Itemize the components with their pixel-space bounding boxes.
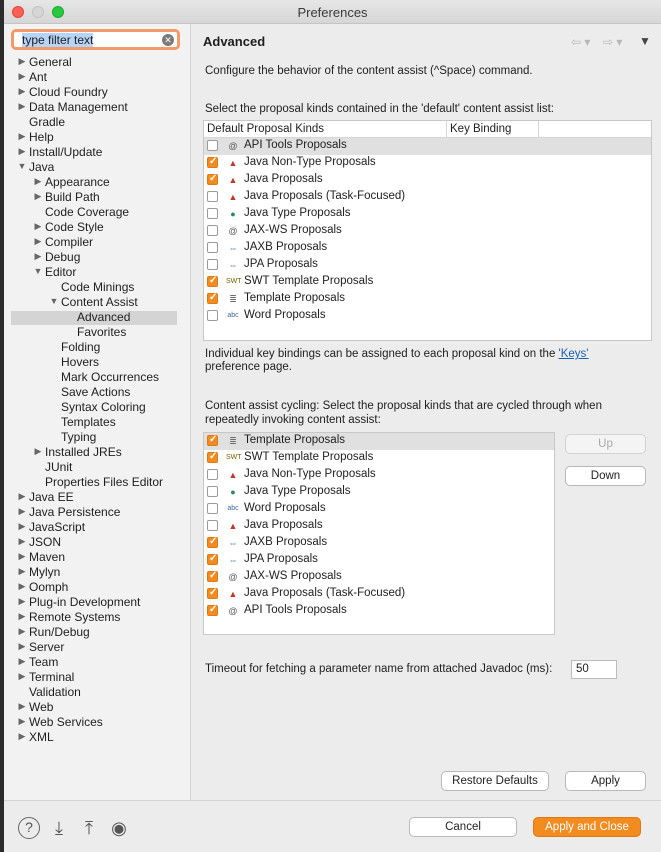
expand-closed-icon[interactable]: ▶ — [18, 626, 26, 636]
tree-item-server[interactable]: Server — [29, 640, 65, 654]
tree-item-install-update[interactable]: Install/Update — [29, 145, 103, 159]
down-button[interactable]: Down — [565, 466, 646, 486]
proposal-kind-icon: ▲ — [228, 192, 238, 202]
timeout-input[interactable]: 50 — [571, 660, 617, 679]
default-proposal-table[interactable] — [203, 120, 652, 341]
checkbox-unchecked[interactable] — [207, 469, 218, 480]
tree-item-junit[interactable]: JUnit — [45, 460, 73, 474]
expand-closed-icon[interactable]: ▶ — [18, 581, 26, 591]
checkbox-unchecked[interactable] — [207, 310, 218, 321]
proposal-kind-icon: abc — [227, 312, 239, 319]
checkbox-checked[interactable] — [207, 588, 218, 599]
proposal-kind-icon: ⇔ — [228, 260, 238, 270]
tree-item-json[interactable]: JSON — [29, 535, 62, 549]
expand-closed-icon[interactable]: ▶ — [18, 611, 26, 621]
preferences-window — [4, 0, 661, 852]
tree-item-run-debug[interactable]: Run/Debug — [29, 625, 90, 639]
checkbox-unchecked[interactable] — [207, 191, 218, 202]
column-divider — [446, 121, 447, 137]
expand-closed-icon[interactable]: ▶ — [34, 446, 42, 456]
expand-closed-icon[interactable]: ▶ — [34, 191, 42, 201]
expand-open-icon[interactable]: ▼ — [17, 161, 27, 171]
expand-open-icon[interactable]: ▼ — [33, 266, 43, 276]
proposal-label: Java Proposals — [244, 519, 323, 531]
proposal-kind-icon: @ — [228, 226, 238, 236]
proposal-kind-icon: ≣ — [229, 294, 237, 304]
window-title: Preferences — [297, 5, 368, 20]
tree-item-content-assist[interactable]: Content Assist — [61, 295, 138, 309]
tree-item-terminal[interactable]: Terminal — [29, 670, 75, 684]
tree-item-general[interactable]: General — [29, 55, 72, 69]
page-description: Configure the behavior of the content assist (^Space) command. — [205, 65, 533, 77]
tree-item-templates[interactable]: Templates — [61, 415, 116, 429]
tree-item-typing[interactable]: Typing — [61, 430, 97, 444]
proposal-row[interactable] — [204, 569, 554, 586]
expand-closed-icon[interactable]: ▶ — [18, 146, 26, 156]
checkbox-checked[interactable] — [207, 605, 218, 616]
checkbox-unchecked[interactable] — [207, 520, 218, 531]
proposal-label: Java Proposals (Task-Focused) — [244, 190, 406, 202]
checkbox-unchecked[interactable] — [207, 259, 218, 270]
proposal-label: SWT Template Proposals — [244, 275, 374, 287]
tree-item-javascript[interactable]: JavaScript — [29, 520, 86, 534]
oomph-record-icon[interactable]: ◉ — [111, 818, 127, 838]
proposal-row[interactable] — [204, 535, 554, 552]
proposal-row[interactable] — [204, 206, 651, 223]
tree-item-team[interactable]: Team — [29, 655, 59, 669]
proposal-label: Template Proposals — [244, 292, 345, 304]
expand-closed-icon[interactable]: ▶ — [18, 131, 26, 141]
proposal-label: Template Proposals — [244, 434, 345, 446]
proposal-kind-icon: ⇔ — [228, 243, 238, 253]
proposal-label: Word Proposals — [244, 309, 326, 321]
tree-item-web[interactable]: Web — [29, 700, 54, 714]
tree-item-maven[interactable]: Maven — [29, 550, 66, 564]
apply-and-close-button[interactable]: Apply and Close — [533, 817, 641, 837]
proposal-row[interactable] — [204, 274, 651, 291]
proposal-kind-icon: ▲ — [228, 470, 238, 480]
proposal-kind-icon: ▲ — [228, 521, 238, 531]
proposal-kind-icon: @ — [228, 141, 238, 151]
proposal-label: Java Proposals — [244, 173, 323, 185]
proposal-row[interactable] — [204, 501, 554, 518]
forward-nav-icon[interactable]: ⇨ ▾ — [603, 35, 623, 49]
expand-open-icon[interactable]: ▼ — [49, 296, 59, 306]
cycling-label-2: repeatedly invoking content assist: — [205, 414, 381, 426]
checkbox-unchecked[interactable] — [207, 486, 218, 497]
proposal-row[interactable] — [204, 433, 554, 450]
tree-item-advanced[interactable]: Advanced — [77, 310, 131, 324]
proposal-kind-icon: ⇔ — [228, 555, 238, 565]
proposal-row[interactable] — [204, 223, 651, 240]
checkbox-unchecked[interactable] — [207, 208, 218, 219]
export-icon[interactable]: ⤒ — [85, 818, 93, 838]
cycling-label: Content assist cycling: Select the proposal kinds that are cycled through when — [205, 400, 602, 412]
checkbox-checked[interactable] — [207, 174, 218, 185]
proposal-row[interactable] — [204, 603, 554, 620]
tree-item-code-coverage[interactable]: Code Coverage — [45, 205, 130, 219]
proposal-label: JAXB Proposals — [244, 241, 328, 253]
restore-defaults-button[interactable]: Restore Defaults — [441, 771, 549, 791]
preference-tree-panel — [4, 24, 190, 800]
expand-closed-icon[interactable]: ▶ — [34, 251, 42, 261]
dialog-footer — [4, 800, 661, 852]
tree-item-xml[interactable]: XML — [29, 730, 54, 744]
proposal-label: API Tools Proposals — [244, 604, 347, 616]
proposal-row[interactable] — [204, 518, 554, 535]
tree-item-cloud-foundry[interactable]: Cloud Foundry — [29, 85, 108, 99]
checkbox-checked[interactable] — [207, 571, 218, 582]
expand-closed-icon[interactable]: ▶ — [18, 566, 26, 576]
expand-closed-icon[interactable]: ▶ — [18, 101, 26, 111]
proposal-label: Java Non-Type Proposals — [244, 156, 376, 168]
tree-item-appearance[interactable]: Appearance — [45, 175, 110, 189]
table-header — [204, 121, 651, 138]
tree-item-save-actions[interactable]: Save Actions — [61, 385, 131, 399]
keys-note-text: Individual key bindings can be assigned to each proposal kind on the — [205, 348, 559, 360]
proposal-row[interactable] — [204, 189, 651, 206]
proposal-label: JAXB Proposals — [244, 536, 328, 548]
proposal-row[interactable] — [204, 138, 651, 155]
tree-item-plug-in-development[interactable]: Plug-in Development — [29, 595, 141, 609]
expand-closed-icon[interactable]: ▶ — [34, 236, 42, 246]
checkbox-unchecked[interactable] — [207, 225, 218, 236]
proposal-row[interactable] — [204, 450, 554, 467]
proposal-row[interactable] — [204, 155, 651, 172]
proposal-row[interactable] — [204, 467, 554, 484]
column-kinds: Default Proposal Kinds — [207, 123, 324, 135]
tree-item-syntax-coloring[interactable]: Syntax Coloring — [61, 400, 146, 414]
tree-item-gradle[interactable]: Gradle — [29, 115, 66, 129]
expand-closed-icon[interactable]: ▶ — [18, 86, 26, 96]
clear-filter-icon[interactable]: ✕ — [162, 34, 174, 46]
tree-item-compiler[interactable]: Compiler — [45, 235, 94, 249]
proposal-kind-icon: SWT — [226, 278, 242, 285]
expand-closed-icon[interactable]: ▶ — [18, 716, 26, 726]
proposal-kind-icon: ▲ — [228, 158, 238, 168]
expand-closed-icon[interactable]: ▶ — [18, 536, 26, 546]
checkbox-unchecked[interactable] — [207, 503, 218, 514]
proposal-row[interactable] — [204, 257, 651, 274]
tree-item-data-management[interactable]: Data Management — [29, 100, 128, 114]
view-menu-icon[interactable]: ▼ — [639, 34, 651, 48]
column-divider — [538, 121, 539, 137]
default-list-label: Select the proposal kinds contained in the 'default' content assist list: — [205, 103, 554, 115]
checkbox-checked[interactable] — [207, 293, 218, 304]
proposal-row[interactable] — [204, 586, 554, 603]
import-icon[interactable]: ⤓ — [55, 818, 63, 838]
tree-item-debug[interactable]: Debug — [45, 250, 81, 264]
tree-item-folding[interactable]: Folding — [61, 340, 101, 354]
tree-item-java-ee[interactable]: Java EE — [29, 490, 74, 504]
proposal-row[interactable] — [204, 172, 651, 189]
tree-item-remote-systems[interactable]: Remote Systems — [29, 610, 121, 624]
proposal-kind-icon: ● — [230, 487, 236, 497]
tree-item-java[interactable]: Java — [29, 160, 55, 174]
expand-closed-icon[interactable]: ▶ — [18, 71, 26, 81]
expand-closed-icon[interactable]: ▶ — [18, 671, 26, 681]
expand-closed-icon[interactable]: ▶ — [18, 656, 26, 666]
expand-closed-icon[interactable]: ▶ — [18, 596, 26, 606]
expand-closed-icon[interactable]: ▶ — [18, 731, 26, 741]
keys-note-2: preference page. — [205, 361, 292, 373]
proposal-label: Java Proposals (Task-Focused) — [244, 587, 406, 599]
proposal-row[interactable] — [204, 240, 651, 257]
tree-item-hovers[interactable]: Hovers — [61, 355, 100, 369]
proposal-label: Java Type Proposals — [244, 207, 351, 219]
checkbox-unchecked[interactable] — [207, 242, 218, 253]
tree-item-properties-files-editor[interactable]: Properties Files Editor — [45, 475, 164, 489]
proposal-kind-icon: abc — [227, 505, 239, 512]
tree-item-installed-jres[interactable]: Installed JREs — [45, 445, 122, 459]
expand-closed-icon[interactable]: ▶ — [18, 521, 26, 531]
expand-closed-icon[interactable]: ▶ — [18, 641, 26, 651]
proposal-kind-icon: ● — [230, 209, 236, 219]
expand-closed-icon[interactable]: ▶ — [18, 551, 26, 561]
back-nav-icon[interactable]: ⇦ ▾ — [571, 35, 591, 49]
checkbox-checked[interactable] — [207, 157, 218, 168]
tree-item-code-minings[interactable]: Code Minings — [61, 280, 135, 294]
filter-placeholder: type filter text — [22, 33, 94, 47]
proposal-label: JAX-WS Proposals — [244, 570, 342, 582]
checkbox-checked[interactable] — [207, 537, 218, 548]
proposal-row[interactable] — [204, 291, 651, 308]
tree-item-favorites[interactable]: Favorites — [77, 325, 127, 339]
page-title: Advanced — [203, 34, 266, 49]
proposal-kind-icon: @ — [228, 606, 238, 616]
column-key-binding: Key Binding — [450, 123, 512, 135]
tree-item-web-services[interactable]: Web Services — [29, 715, 103, 729]
checkbox-checked[interactable] — [207, 452, 218, 463]
tree-item-mark-occurrences[interactable]: Mark Occurrences — [61, 370, 160, 384]
tree-item-editor[interactable]: Editor — [45, 265, 77, 279]
title-bar — [4, 0, 661, 24]
proposal-label: Java Type Proposals — [244, 485, 351, 497]
apply-button[interactable]: Apply — [565, 771, 646, 791]
proposal-row[interactable] — [204, 552, 554, 569]
expand-closed-icon[interactable]: ▶ — [34, 176, 42, 186]
timeout-label: Timeout for fetching a parameter name from attached Javadoc (ms): — [205, 663, 553, 675]
proposal-label: Java Non-Type Proposals — [244, 468, 376, 480]
proposal-label: API Tools Proposals — [244, 139, 347, 151]
proposal-label: SWT Template Proposals — [244, 451, 374, 463]
tree-item-validation[interactable]: Validation — [29, 685, 81, 699]
proposal-kind-icon: ⇔ — [228, 538, 238, 548]
tree-item-ant[interactable]: Ant — [29, 70, 48, 84]
expand-closed-icon[interactable]: ▶ — [18, 491, 26, 501]
checkbox-checked[interactable] — [207, 276, 218, 287]
tree-item-code-style[interactable]: Code Style — [45, 220, 104, 234]
filter-input[interactable] — [11, 29, 180, 50]
proposal-row[interactable] — [204, 484, 554, 501]
cancel-button[interactable]: Cancel — [409, 817, 517, 837]
proposal-row[interactable] — [204, 308, 651, 325]
expand-closed-icon[interactable]: ▶ — [18, 701, 26, 711]
proposal-label: JPA Proposals — [244, 258, 318, 270]
up-button[interactable]: Up — [565, 434, 646, 454]
cycling-proposal-table[interactable] — [203, 432, 555, 635]
proposal-kind-icon: ▲ — [228, 175, 238, 185]
proposal-label: JAX-WS Proposals — [244, 224, 342, 236]
expand-closed-icon[interactable]: ▶ — [18, 56, 26, 66]
keys-note — [205, 348, 589, 360]
checkbox-checked[interactable] — [207, 435, 218, 446]
checkbox-checked[interactable] — [207, 554, 218, 565]
tree-item-mylyn[interactable]: Mylyn — [29, 565, 61, 579]
advanced-page — [191, 24, 661, 800]
proposal-kind-icon: @ — [228, 572, 238, 582]
keys-link[interactable]: 'Keys' — [558, 348, 589, 360]
tree-item-help[interactable]: Help — [29, 130, 54, 144]
proposal-label: Word Proposals — [244, 502, 326, 514]
proposal-label: JPA Proposals — [244, 553, 318, 565]
expand-closed-icon[interactable]: ▶ — [18, 506, 26, 516]
proposal-kind-icon: SWT — [226, 454, 242, 461]
tree-item-build-path[interactable]: Build Path — [45, 190, 100, 204]
expand-closed-icon[interactable]: ▶ — [34, 221, 42, 231]
proposal-kind-icon: ▲ — [228, 589, 238, 599]
help-icon[interactable]: ? — [18, 817, 40, 839]
checkbox-unchecked[interactable] — [207, 140, 218, 151]
tree-item-oomph[interactable]: Oomph — [29, 580, 69, 594]
tree-item-java-persistence[interactable]: Java Persistence — [29, 505, 121, 519]
proposal-kind-icon: ≣ — [229, 436, 237, 446]
